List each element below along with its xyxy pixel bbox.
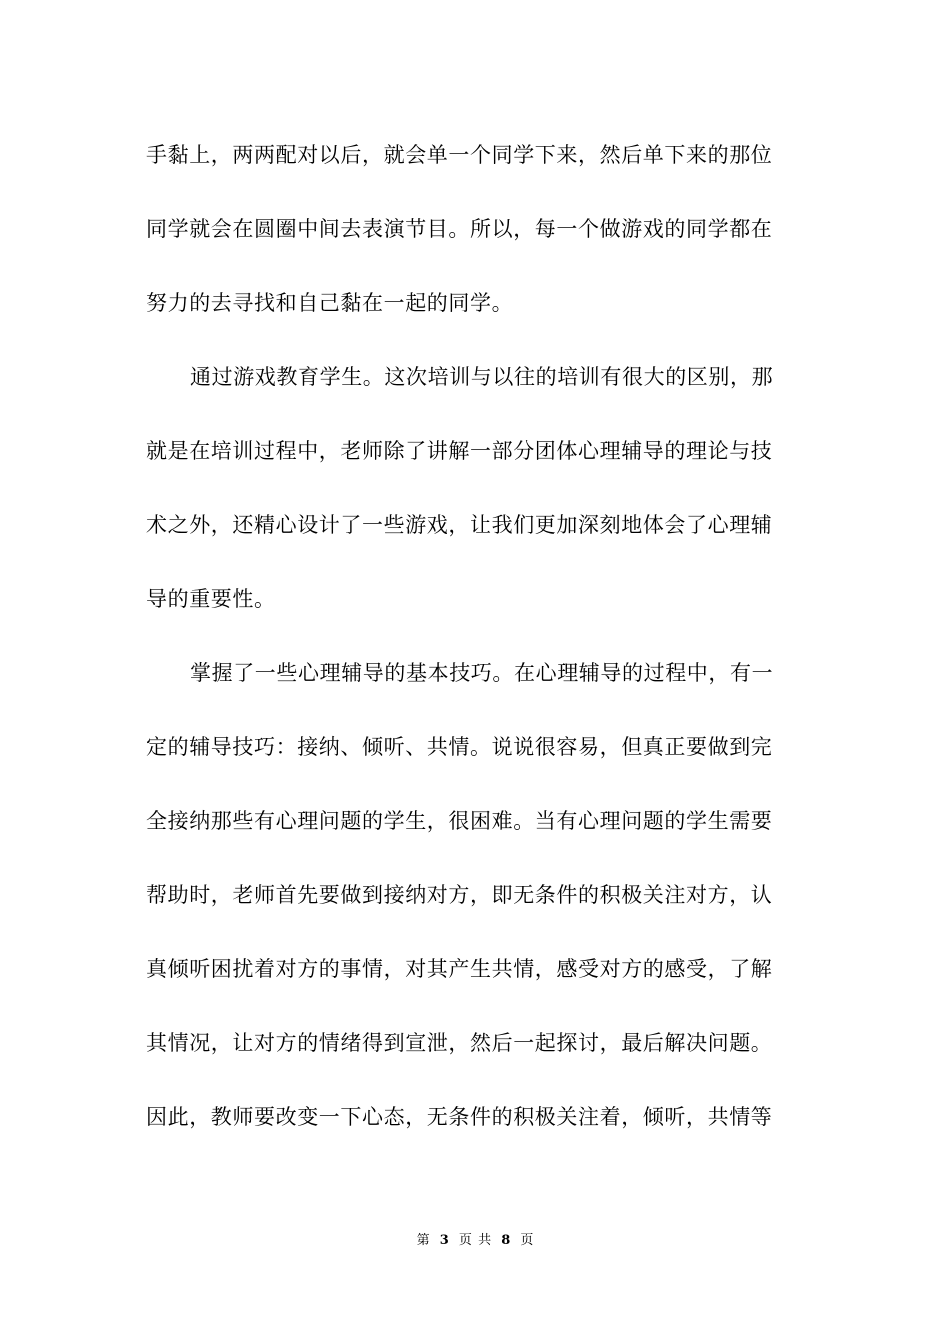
text-line: 定的辅导技巧：接纳、倾听、共情。说说很容易，但真正要做到完: [146, 735, 773, 759]
total-pages-number: 8: [501, 1233, 511, 1248]
text-line: 就是在培训过程中，老师除了讲解一部分团体心理辅导的理论与技: [146, 439, 773, 463]
footer-di: 第: [416, 1233, 430, 1248]
text-line: 手黏上，两两配对以后，就会单一个同学下来，然后单下来的那位: [146, 143, 773, 167]
text-line: 帮助时，老师首先要做到接纳对方，即无条件的积极关注对方，认: [146, 883, 773, 907]
paragraph-first-line: 掌握了一些心理辅导的基本技巧。在心理辅导的过程中，有一: [190, 661, 774, 685]
text-line: 同学就会在圆圈中间去表演节目。所以，每一个做游戏的同学都在: [146, 217, 773, 241]
text-line: 真倾听困扰着对方的事情，对其产生共情，感受对方的感受，了解: [146, 957, 773, 981]
paragraph-first-line: 通过游戏教育学生。这次培训与以往的培训有很大的区别，那: [190, 365, 774, 389]
current-page-number: 3: [439, 1233, 449, 1248]
text-line: 全接纳那些有心理问题的学生，很困难。当有心理问题的学生需要: [146, 809, 773, 833]
text-line: 努力的去寻找和自己黏在一起的同学。: [146, 291, 514, 315]
footer-ye: 页: [458, 1233, 472, 1248]
page-footer: [0, 1232, 950, 1250]
text-line: 术之外，还精心设计了一些游戏，让我们更加深刻地体会了心理辅: [146, 513, 773, 537]
footer-gong: 共: [478, 1233, 492, 1248]
text-line: 因此，教师要改变一下心态，无条件的积极关注着，倾听，共情等: [146, 1105, 773, 1129]
text-line: 导的重要性。: [146, 587, 276, 611]
footer-ye: 页: [520, 1233, 534, 1248]
text-line: 其情况，让对方的情绪得到宣泄，然后一起探讨，最后解决问题。: [146, 1031, 773, 1055]
